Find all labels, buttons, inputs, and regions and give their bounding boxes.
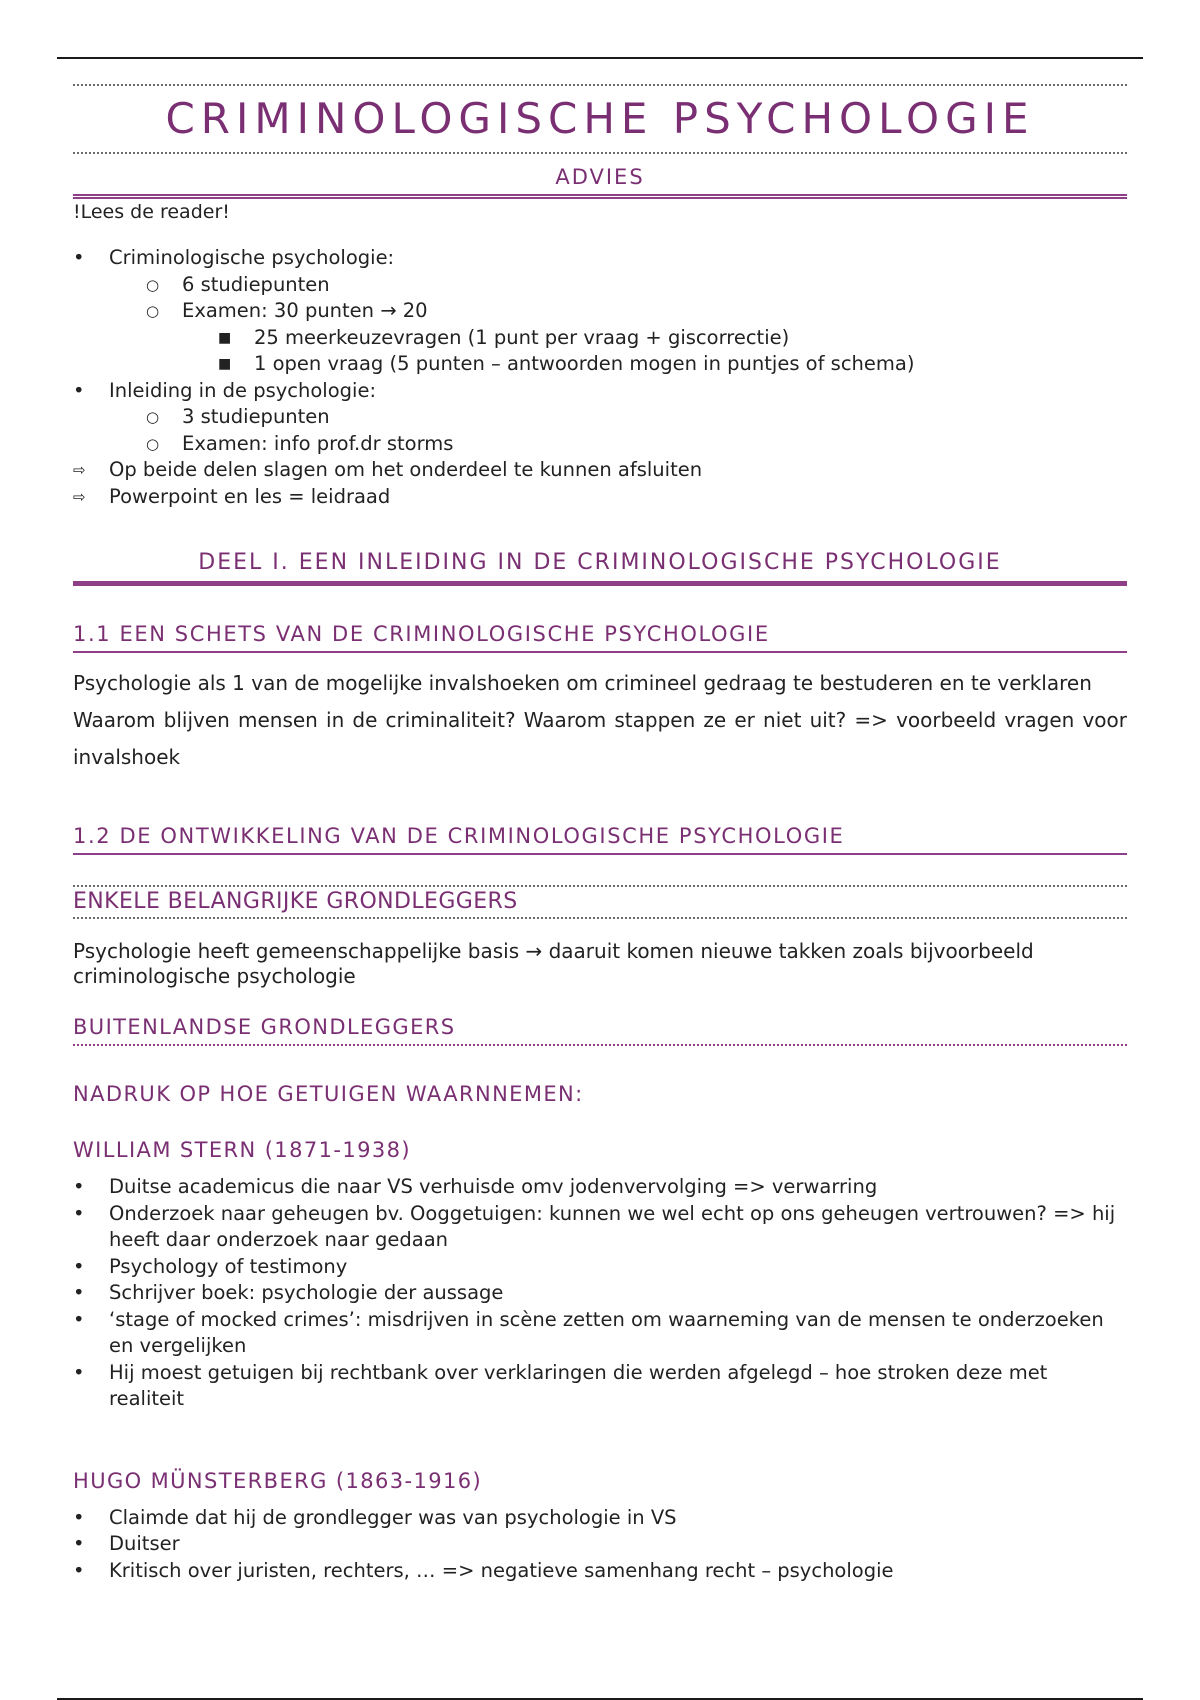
- document-body: [73, 84, 1127, 1584]
- bullet-icon: •: [73, 1281, 85, 1304]
- section-1-1-paragraph-2: Waarom blijven mensen in de criminaliteit? Waarom stappen ze er niet uit? => voorbeeld vragen voor invalshoek: [73, 708, 1127, 769]
- bullet-icon: •: [73, 1201, 85, 1225]
- bullet-icon: •: [73, 1558, 85, 1582]
- arrow-bullet-icon: ⇨: [73, 487, 86, 506]
- grondleggers-paragraph: Psychologie heeft gemeenschappelijke basis → daaruit komen nieuwe takken zoals bijvoorbeeld criminologische psychologie: [73, 939, 1034, 988]
- circle-bullet-icon: ○: [146, 275, 160, 294]
- section-1-1-paragraph-1: Psychologie als 1 van de mogelijke invalshoeken om crimineel gedraag te bestuderen en te verklaren: [73, 671, 1092, 695]
- list-item: ⇨ Op beide delen slagen om het onderdeel te kunnen afsluiten: [73, 457, 1127, 484]
- advies-sublist: [73, 272, 1127, 325]
- list-item: ○ Examen: info prof.dr storms: [73, 431, 1127, 458]
- section-1-2-heading: 1.2 DE ONTWIKKELING VAN DE CRIMINOLOGISCHE PSYCHOLOGIE: [73, 824, 1127, 855]
- advies-list-2: [73, 378, 1127, 405]
- list-item: ■ 25 meerkeuzevragen (1 punt per vraag + giscorrectie): [73, 325, 1127, 352]
- section-1-1-heading: 1.1 EEN SCHETS VAN DE CRIMINOLOGISCHE PSYCHOLOGIE: [73, 622, 1127, 653]
- advies-heading: ADVIES: [73, 165, 1127, 199]
- list-item: • Kritisch over juristen, rechters, … => negatieve samenhang recht – psychologie: [73, 1558, 1127, 1585]
- page-top-rule: [57, 57, 1143, 59]
- bullet-icon: •: [73, 1175, 85, 1198]
- list-item: • ‘stage of mocked crimes’: misdrijven in scène zetten om waarneming van de mensen te onderzoeken en vergelijken: [73, 1307, 1104, 1357]
- bullet-icon: •: [73, 246, 85, 269]
- advies-note: !Lees de reader!: [73, 201, 230, 223]
- munsterberg-heading: HUGO MÜNSTERBERG (1863-1916): [73, 1468, 483, 1493]
- advies-subsublist: [73, 325, 1127, 378]
- buitenlandse-heading: BUITENLANDSE GRONDLEGGERS: [73, 1015, 1127, 1046]
- list-item: • Hij moest getuigen bij rechtbank over verklaringen die werden afgelegd – hoe stroken deze met realiteit: [73, 1360, 1048, 1410]
- bullet-icon: •: [73, 1360, 85, 1384]
- list-item: ○ 3 studiepunten: [73, 404, 1127, 431]
- circle-bullet-icon: ○: [146, 408, 160, 426]
- square-bullet-icon: ■: [218, 329, 232, 346]
- advies-sublist-2: [73, 404, 1127, 457]
- circle-bullet-icon: ○: [146, 302, 160, 320]
- list-item: • Criminologische psychologie:: [73, 245, 1127, 272]
- list-item: • Onderzoek naar geheugen bv. Ooggetuigen: kunnen we wel echt op ons geheugen vertrouwen? => hij heeft daar onderzoek naar gedaan: [73, 1201, 1116, 1251]
- circle-bullet-icon: ○: [146, 434, 160, 453]
- advies-arrow-list: [73, 457, 1127, 510]
- list-item: ○ Examen: 30 punten → 20: [73, 298, 1127, 325]
- stern-heading: WILLIAM STERN (1871-1938): [73, 1138, 411, 1162]
- list-item: • Duitser: [73, 1531, 1127, 1558]
- deel1-heading: DEEL I. EEN INLEIDING IN DE CRIMINOLOGISCHE PSYCHOLOGIE: [73, 550, 1127, 586]
- munsterberg-list: [73, 1505, 1127, 1585]
- list-item: • Inleiding in de psychologie:: [73, 378, 1127, 405]
- square-bullet-icon: ■: [218, 356, 232, 372]
- bullet-icon: •: [73, 1505, 85, 1529]
- list-item: • Duitse academicus die naar VS verhuisde omv jodenvervolging => verwarring: [73, 1174, 1127, 1201]
- advies-list: [73, 245, 1127, 272]
- bullet-icon: •: [73, 1307, 85, 1331]
- stern-list: [73, 1174, 1127, 1413]
- nadruk-heading: NADRUK OP HOE GETUIGEN WAARNNEMEN:: [73, 1082, 584, 1106]
- list-item: • Claimde dat hij de grondlegger was van psychologie in VS: [73, 1505, 1127, 1532]
- document-title: CRIMINOLOGISCHE PSYCHOLOGIE: [73, 84, 1127, 154]
- list-item: ○ 6 studiepunten: [73, 272, 1127, 299]
- arrow-bullet-icon: ⇨: [73, 461, 86, 479]
- list-item: ■ 1 open vraag (5 punten – antwoorden mogen in puntjes of schema): [73, 351, 1127, 378]
- bullet-icon: •: [73, 1254, 85, 1278]
- bullet-icon: •: [73, 378, 85, 402]
- list-item: • Schrijver boek: psychologie der aussage: [73, 1280, 1127, 1307]
- grondleggers-heading: ENKELE BELANGRIJKE GRONDLEGGERS: [73, 885, 1127, 919]
- bullet-icon: •: [73, 1532, 85, 1555]
- list-item: ⇨ Powerpoint en les = leidraad: [73, 484, 1127, 511]
- list-item: • Psychology of testimony: [73, 1254, 1127, 1281]
